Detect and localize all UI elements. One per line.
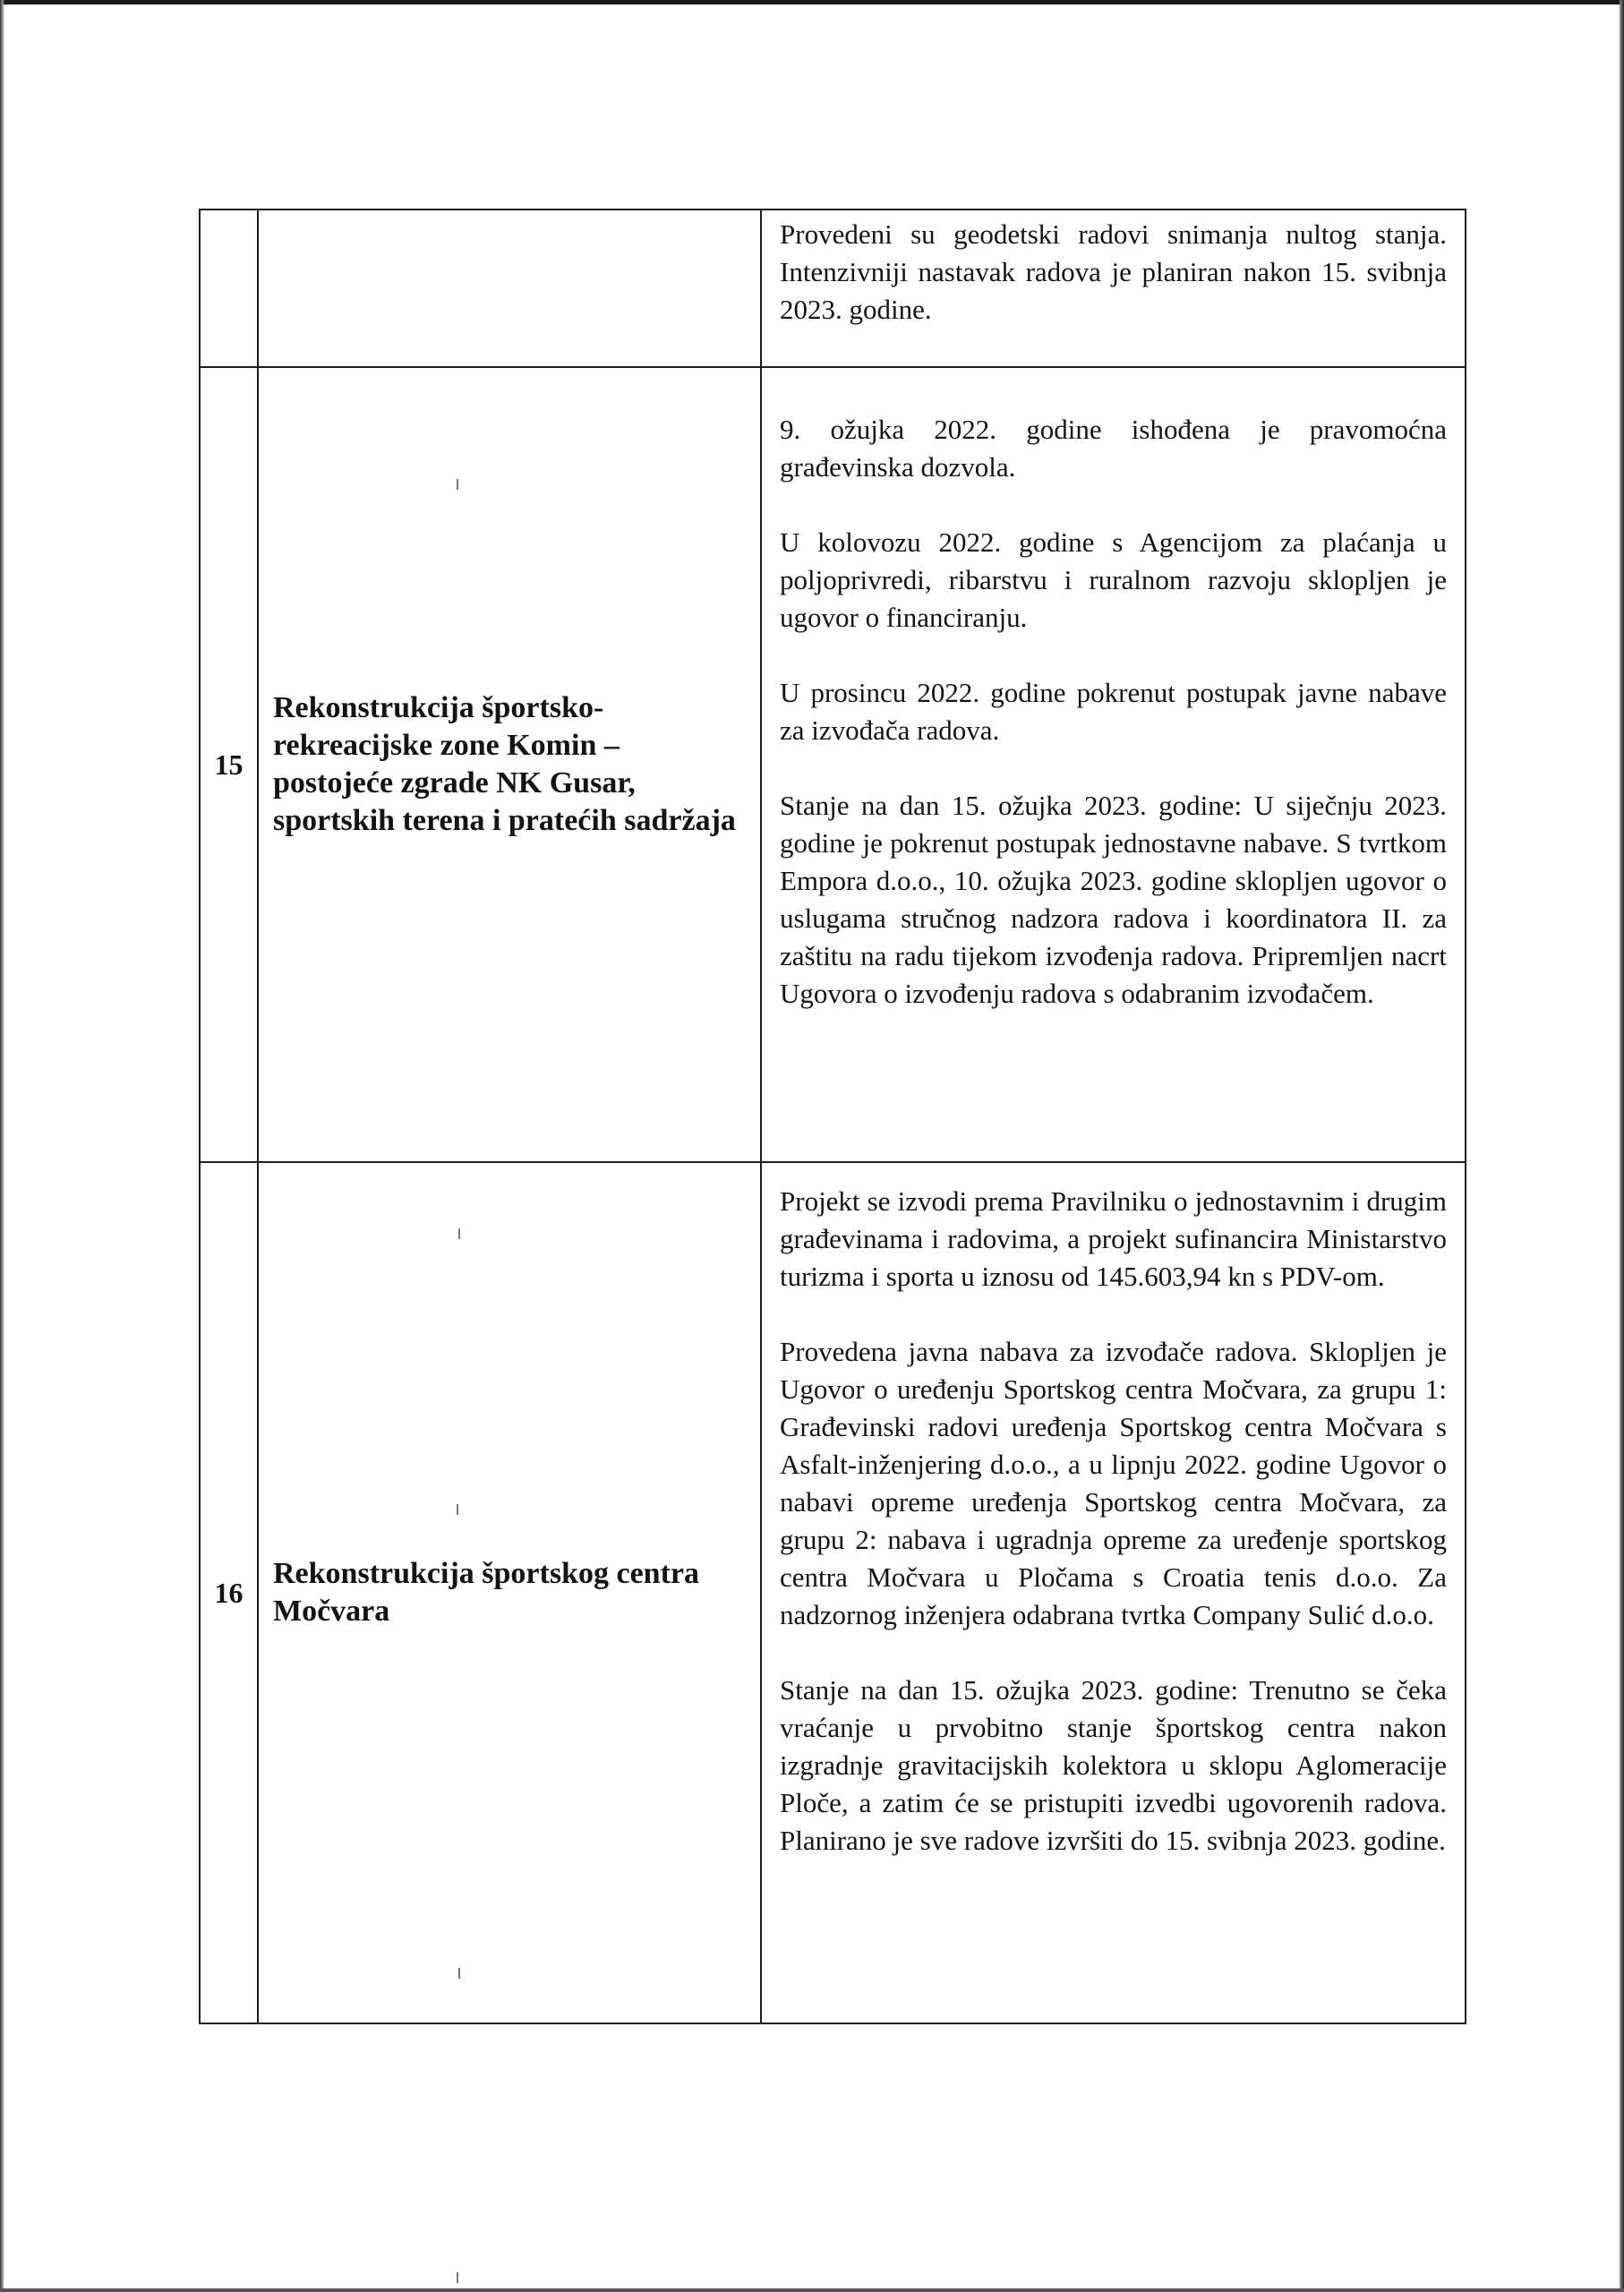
status-paragraph: Projekt se izvodi prema Pravilniku o jednostavnim i drugim građevinama i radovima, a projekt sufinancira Ministarstvo turizma i sporta u iznosu od 145.603,94 kn s PDV-om. bbox=[780, 1185, 1447, 1292]
status-paragraph: U prosincu 2022. godine pokrenut postupak javne nabave za izvođača radova. bbox=[780, 677, 1447, 746]
status-paragraph: Provedena javna nabava za izvođače radova. Sklopljen je Ugovor o uređenju Sportskog centra Močvara, za grupu 1: Građevinski radovi uređenja Sportskog centra Močvara s Asfalt-inženjering d.o.o., a u lipnju 2022. godine Ugovor o nabavi opreme uređenja Sportskog centra Močvara, za grupu 2: nabava i ugradnja opreme za uređenje sportskog centra Močvara u Pločama s Croatia tenis d.o.o. Za nadzornog inženjera odabrana tvrtka Company Sulić d.o.o. bbox=[780, 1336, 1447, 1630]
project-title: Rekonstrukcija športskog centra Močvara bbox=[258, 1162, 761, 2023]
scan-edge-right bbox=[1619, 0, 1624, 2292]
project-status-table bbox=[199, 209, 1466, 2024]
row-number: 16 bbox=[200, 1162, 258, 2023]
status-paragraph: Stanje na dan 15. ožujka 2023. godine: Trenutno se čeka vraćanje u prvobitno stanje športskog centra nakon izgradnje gravitacijskih kolektora u sklopu Aglomeracije Ploče, a zatim će se pristupiti izvedbi ugovorenih radova. Planirano je sve radove izvršiti do 15. svibnja 2023. godine. bbox=[780, 1674, 1447, 1856]
project-status-cell bbox=[761, 210, 1466, 367]
table-row bbox=[200, 367, 1466, 1162]
row-number: 15 bbox=[200, 367, 258, 1162]
table-row bbox=[200, 1162, 1466, 2023]
project-status-cell bbox=[761, 367, 1466, 1162]
scan-edge-top bbox=[0, 0, 1624, 4]
scan-edge-left bbox=[0, 0, 4, 2292]
project-title: Rekonstrukcija športsko-rekreacijske zone Komin – postojeće zgrade NK Gusar, sportskih terena i pratećih sadržaja bbox=[258, 367, 761, 1162]
row-number bbox=[200, 210, 258, 367]
table-row bbox=[200, 210, 1466, 367]
status-paragraph: U kolovozu 2022. godine s Agencijom za plaćanja u poljoprivredi, ribarstvu i ruralnom razvoju sklopljen je ugovor o financiranju. bbox=[780, 526, 1447, 633]
status-paragraph: Provedeni su geodetski radovi snimanja nultog stanja. Intenzivniji nastavak radova je planiran nakon 15. svibnja 2023. godine. bbox=[780, 218, 1447, 325]
scan-edge-bottom bbox=[0, 2288, 1624, 2292]
scan-speck bbox=[457, 2272, 458, 2283]
project-status-cell bbox=[761, 1162, 1466, 2023]
status-paragraph: 9. ožujka 2022. godine ishođena je pravomoćna građevinska dozvola. bbox=[780, 414, 1447, 483]
project-title bbox=[258, 210, 761, 367]
status-paragraph: Stanje na dan 15. ožujka 2023. godine: U siječnju 2023. godine je pokrenut postupak jednostavne nabave. S tvrtkom Empora d.o.o., 10. ožujka 2023. godine sklopljen ugovor o uslugama stručnog nadzora radova i koordinatora II. za zaštitu na radu tijekom izvođenja radova. Pripremljen nacrt Ugovora o izvođenju radova s odabranim izvođačem. bbox=[780, 790, 1447, 1009]
